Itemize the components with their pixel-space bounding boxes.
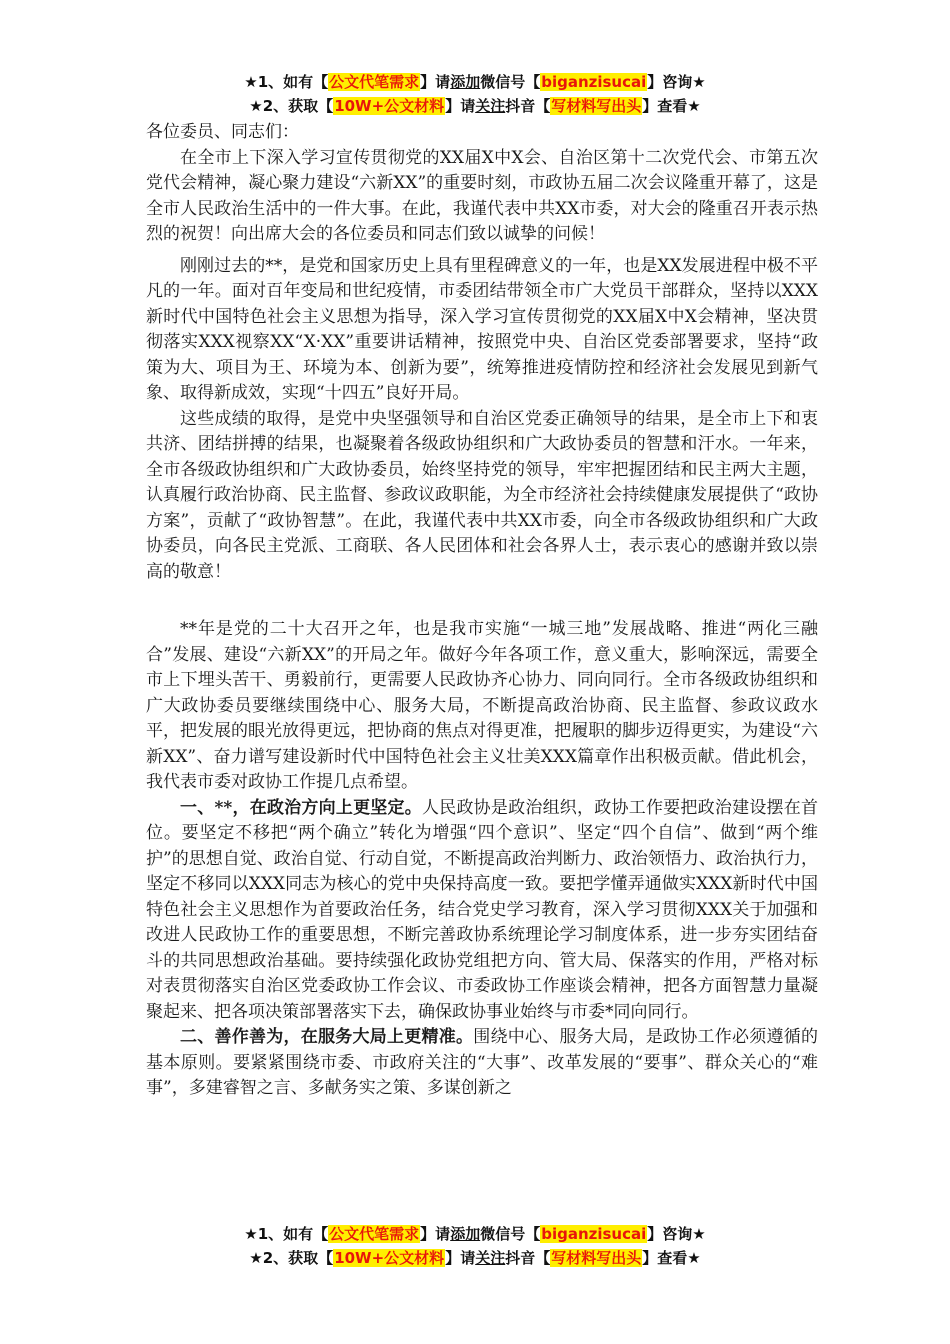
document-body — [146, 120, 818, 1102]
salutation: 各位委员、同志们： — [146, 122, 299, 142]
paragraph-1: 在全市上下深入学习宣传贯彻党的XX届X中X会、自治区第十二次党代会、市第五次党代会精神，凝心聚力建设“六新XX”的重要时刻，市政协五届二次会议隆重开幕了，这是全市人民政治生活中的一件大事。在此，我谨代表中共XX市委，对大会的隆重召开表示热烈的祝贺！向出席大会的各位委员和同志们致以诚挚的问候！ — [146, 147, 818, 244]
promo-banner-bottom-line2: ★2、获取【10W+公文材料】请关注抖音【写材料写出头】查看★ — [249, 1249, 701, 1267]
highlight-text: 10W+公文材料 — [334, 97, 445, 115]
paragraph-3: 这些成绩的取得，是党中央坚强领导和自治区党委正确领导的结果，是全市上下和衷共济、团结拼搏的结果，也凝聚着各级政协组织和广大政协委员的智慧和汗水。一年来，全市各级政协组织和广大政协委员，始终坚持党的领导，牢牢把握团结和民主两大主题，认真履行政治协商、民主监督、参政议政职能，为全市经济社会持续健康发展提供了“政协方案”，贡献了“政协智慧”。在此，我谨代表中共XX市委，向全市各级政协组织和广大政协委员，向各民主党派、工商联、各人民团体和社会各界人士，表示衷心的感谢并致以崇高的敬意！ — [146, 408, 818, 582]
promo-banner-bottom-line1: ★1、如有【公文代笔需求】请添加微信号【biganzisucai】咨询★ — [244, 1225, 706, 1243]
paragraph-4: **年是党的二十大召开之年，也是我市实施“一城三地”发展战略、推进“两化三融合”发展、建设“六新XX”的开局之年。做好今年各项工作，意义重大，影响深远，需要全市上下埋头苦干、勇毅前行，更需要人民政协齐心协力、同向同行。全市各级政协组织和广大政协委员要继续围绕中心、服务大局，不断提高政治协商、民主监督、参政议政水平，把发展的眼光放得更远，把协商的焦点对得更准，把履职的脚步迈得更实，为建设“六新XX”、奋力谱写建设新时代中国特色社会主义壮美XXX篇章作出积极贡献。借此机会，我代表市委对政协工作提几点希望。 — [146, 619, 818, 792]
section-heading-2: 二、善作善为，在服务大局上更精准。 — [180, 1027, 474, 1047]
highlight-text: 写材料写出头 — [551, 97, 642, 115]
highlight-text: 公文代笔需求 — [329, 1225, 420, 1243]
paragraph-5: 一、**，在政治方向上更坚定。人民政协是政治组织，政协工作要把政治建设摆在首位。要坚定不移把“两个确立”转化为增强“四个意识”、坚定“四个自信”、做到“两个维护”的思想自觉、政治自觉、行动自觉，不断提高政治判断力、政治领悟力、政治执行力，坚定不移同以XXX同志为核心的党中央保持高度一致。要把学懂弄通做实XXX新时代中国特色社会主义思想作为首要政治任务，结合党史学习教育，深入学习贯彻XXX关于加强和改进人民政协工作的重要思想，不断完善政协系统理论学习制度体系，进一步夯实团结奋斗的共同思想政治基础。要持续强化政协党组把方向、管大局、保落实的作用，严格对标对表贯彻落实自治区党委政协工作会议、市委政协工作座谈会精神，把各方面智慧力量凝聚起来、把各项决策部署落实下去，确保政协事业始终与市委*同向同行。 — [146, 797, 819, 1022]
paragraph-6: 二、善作善为，在服务大局上更精准。围绕中心、服务大局，是政协工作必须遵循的基本原则。要紧紧围绕市委、市政府关注的“大事”、改革发展的“要事”、群众关心的“难事”，多建睿智之言、多献务实之策、多谋创新之 — [146, 1027, 818, 1098]
highlight-text: 10W+公文材料 — [334, 1249, 445, 1267]
highlight-text: biganzisucai — [541, 1225, 647, 1243]
highlight-text: 写材料写出头 — [551, 1249, 642, 1267]
promo-banner-top-line1: ★1、如有【公文代笔需求】请添加微信号【biganzisucai】咨询★ — [244, 73, 706, 91]
highlight-text: 公文代笔需求 — [329, 73, 420, 91]
section-heading-1: 一、**，在政治方向上更坚定。 — [180, 797, 422, 818]
highlight-text: biganzisucai — [541, 73, 647, 91]
promo-banner-top-line2: ★2、获取【10W+公文材料】请关注抖音【写材料写出头】查看★ — [249, 97, 701, 115]
paragraph-2: 刚刚过去的**，是党和国家历史上具有里程碑意义的一年，也是XX发展进程中极不平凡的一年。面对百年变局和世纪疫情，市委团结带领全市广大党员干部群众，坚持以XXX新时代中国特色社会主义思想为指导，深入学习宣传贯彻党的XX届X中X会精神，坚决贯彻落实XXX视察XX“X·XX”重要讲话精神，按照党中央、自治区党委部署要求，坚持“政策为大、项目为王、环境为本、创新为要”，统筹推进疫情防控和经济社会发展见到新气象、取得新成效，实现“十四五”良好开局。 — [146, 255, 818, 403]
